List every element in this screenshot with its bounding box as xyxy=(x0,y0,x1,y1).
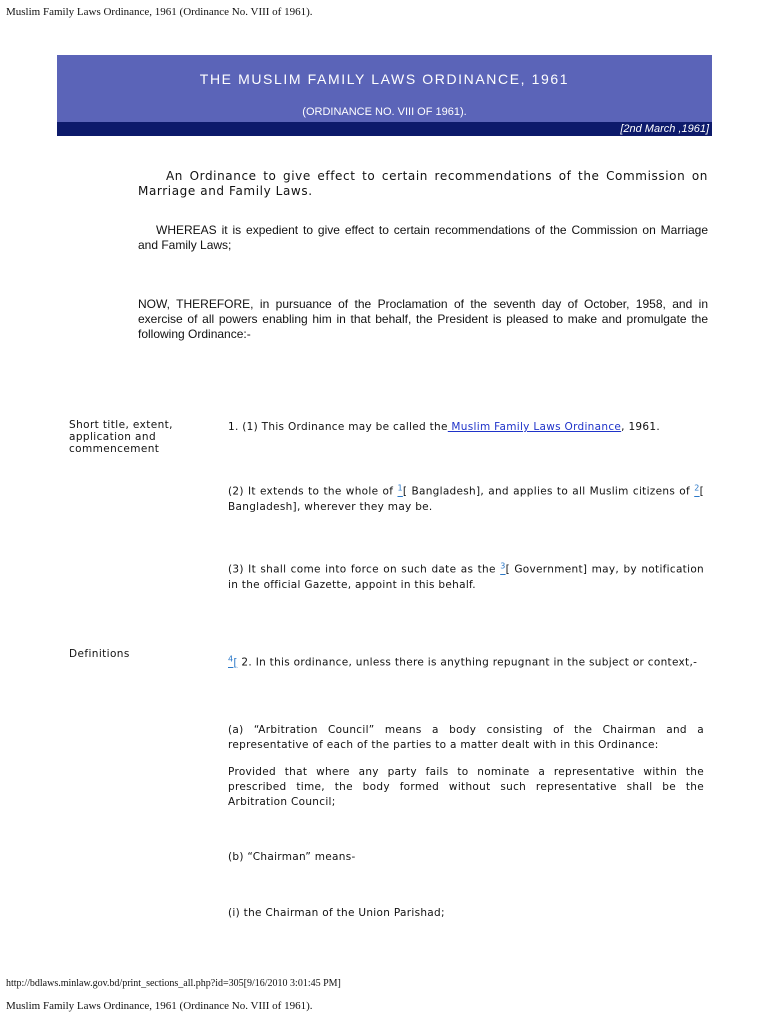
definition-b: (b) “Chairman” means- xyxy=(228,851,356,863)
ordinance-date: [2nd March ,1961] xyxy=(620,123,709,135)
footnote-4-number: 4 xyxy=(228,654,234,663)
definition-b-i: (i) the Chairman of the Union Parishad; xyxy=(228,907,445,919)
footnote-1-number: 1 xyxy=(397,483,403,492)
preamble-whereas: WHEREAS it is expedient to give effect to certain recommendations of the Commission on Marriage and Family Laws; xyxy=(138,223,708,252)
section-1-3-text-a: (3) It shall come into force on such date as the xyxy=(228,563,501,576)
definition-a: (a) “Arbitration Council” means a body consisting of the Chairman and a representative of each of the parties to a matter dealt with in this Ordinance: xyxy=(228,724,704,751)
print-footer-title: Muslim Family Laws Ordinance, 1961 (Ordinance No. VIII of 1961). xyxy=(6,1000,313,1012)
preamble-now-therefore: NOW, THEREFORE, in pursuance of the Proclamation of the seventh day of October, 1958, and in exercise of all powers enabling him in that behalf, the President is pleased to make and promulgate the following Ordinance:- xyxy=(138,297,708,341)
section-1-1-year: , 1961. xyxy=(621,421,661,433)
section-1-3-text-b: [ Government] may, by notification in the official Gazette, appoint in this behalf. xyxy=(228,563,704,591)
date-bar xyxy=(57,122,712,136)
footnote-4-link[interactable] xyxy=(228,654,238,669)
margin-note-short-title: Short title, extent, application and commencement xyxy=(69,419,173,455)
section-1-2-text-a: (2) It extends to the whole of xyxy=(228,485,398,498)
section-1-2-text-b: [ Bangladesh], and applies to all Muslim citizens of xyxy=(402,485,695,498)
section-1-2-text-c: [ Bangladesh], wherever they may be. xyxy=(228,485,705,513)
footnote-4-bracket: [ xyxy=(233,656,238,669)
ordinance-link[interactable]: Muslim Family Laws Ordinance xyxy=(447,421,622,433)
title-banner xyxy=(57,55,712,122)
ordinance-number: (ORDINANCE NO. VIII OF 1961). xyxy=(302,106,467,118)
section-1-2 xyxy=(228,480,704,515)
footnote-3-number: 3 xyxy=(500,561,506,570)
print-footer-url: http://bdlaws.minlaw.gov.bd/print_sections_all.php?id=305[9/16/2010 3:01:45 PM] xyxy=(6,978,341,989)
section-2-intro xyxy=(228,651,704,671)
footnote-2-number: 2 xyxy=(694,483,700,492)
print-header-title: Muslim Family Laws Ordinance, 1961 (Ordinance No. VIII of 1961). xyxy=(6,6,313,18)
definition-a-proviso: Provided that where any party fails to nominate a representative within the prescribed time, the body formed without such representative shall be the Arbitration Council; xyxy=(228,766,704,808)
section-1-1-text: 1. (1) This Ordinance may be called the xyxy=(228,421,448,433)
section-1-3 xyxy=(228,558,704,593)
margin-note-definitions: Definitions xyxy=(69,648,130,660)
ordinance-title: THE MUSLIM FAMILY LAWS ORDINANCE, 1961 xyxy=(199,71,570,87)
preamble-intro: An Ordinance to give effect to certain recommendations of the Commission on Marriage and Family Laws. xyxy=(138,169,708,198)
section-2-intro-text: 2. In this ordinance, unless there is anything repugnant in the subject or context,- xyxy=(237,656,698,669)
section-1-1 xyxy=(228,420,704,435)
